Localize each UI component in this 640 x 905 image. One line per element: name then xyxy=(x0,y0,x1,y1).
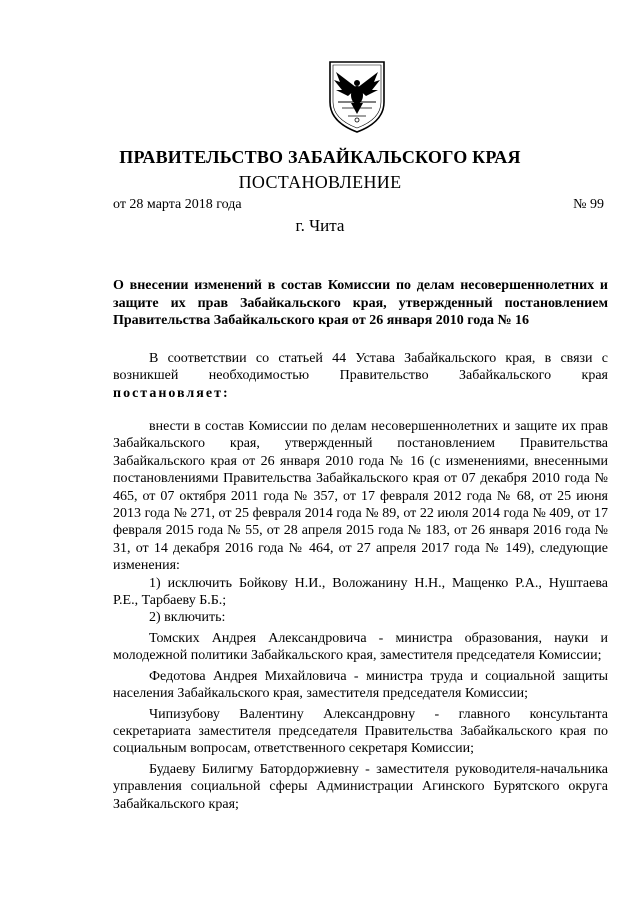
document-number: № 99 xyxy=(573,197,604,212)
document-title: О внесении изменений в состав Комиссии по делам несовершеннолетних и защите их прав Забайкальского края, утвержденный постановлением Правительства Забайкальского края от 26 января 2010 года № 16 xyxy=(113,278,608,329)
preamble-line-2: возникшей необходимостью Правительство Забайкальского края xyxy=(113,368,608,384)
paragraph-member-chipizubova: Чипизубову Валентину Александровну - главного консультанта секретариата заместителя председателя Правительства Забайкальского края по социальным вопросам, ответственного секретаря Комиссии; xyxy=(113,706,608,757)
document-date: от 28 марта 2018 года xyxy=(113,197,242,212)
document-type: ПОСТАНОВЛЕНИЕ xyxy=(238,172,402,192)
paragraph-exclude: 1) исключить Бойкову Н.И., Воложанину Н.Н., Мащенко Р.А., Нуштаева Р.Е., Тарбаеву Б.Б.; xyxy=(113,575,608,609)
zabaykalsky-coat-of-arms-icon xyxy=(322,58,392,134)
document-city: г. Чита xyxy=(295,216,345,235)
government-name: ПРАВИТЕЛЬСТВО ЗАБАЙКАЛЬСКОГО КРАЯ xyxy=(119,147,521,167)
paragraph-member-fedotov: Федотова Андрея Михайловича - министра труда и социальной защиты населения Забайкальского края, заместителя председателя Комиссии; xyxy=(113,668,608,702)
paragraph-include: 2) включить: xyxy=(149,610,226,626)
decree-body xyxy=(113,418,608,813)
paragraph-member-budaeva: Будаеву Билигму Батордоржиевну - заместителя руководителя-начальника управления социальной сферы Администрации Агинского Бурятского округа Забайкальского края; xyxy=(113,761,608,812)
preamble-line-1: В соответствии со статьей 44 Устава Забайкальского края, в связи с xyxy=(149,351,608,366)
paragraph-main: внести в состав Комиссии по делам несовершеннолетних и защите их прав Забайкальского края, утвержденный постановлением Правительства Забайкальского края от 26 января 2010 года № 16 (с изменениями, внесенными постановлениями Правительства Забайкальского края от 07 декабря 2010 года № 465, от 07 октября 2011 года № 357, от 17 февраля 2012 года № 68, от 25 июня 2013 года № 271, от 25 февраля 2014 года № 89, от 22 июля 2014 года № 409, от 17 февраля 2015 года № 55, от 28 апреля 2015 года № 183, от 26 января 2016 года № 31, от 14 декабря 2016 года № 464, от 27 апреля 2017 года № 149), следующие изменения: xyxy=(113,419,608,574)
decision-word: постановляет: xyxy=(113,385,230,401)
preamble xyxy=(113,350,608,402)
paragraph-member-tomskikh: Томских Андрея Александровича - министра образования, науки и молодежной политики Забайкальского края, заместителя председателя Комиссии; xyxy=(113,630,608,664)
